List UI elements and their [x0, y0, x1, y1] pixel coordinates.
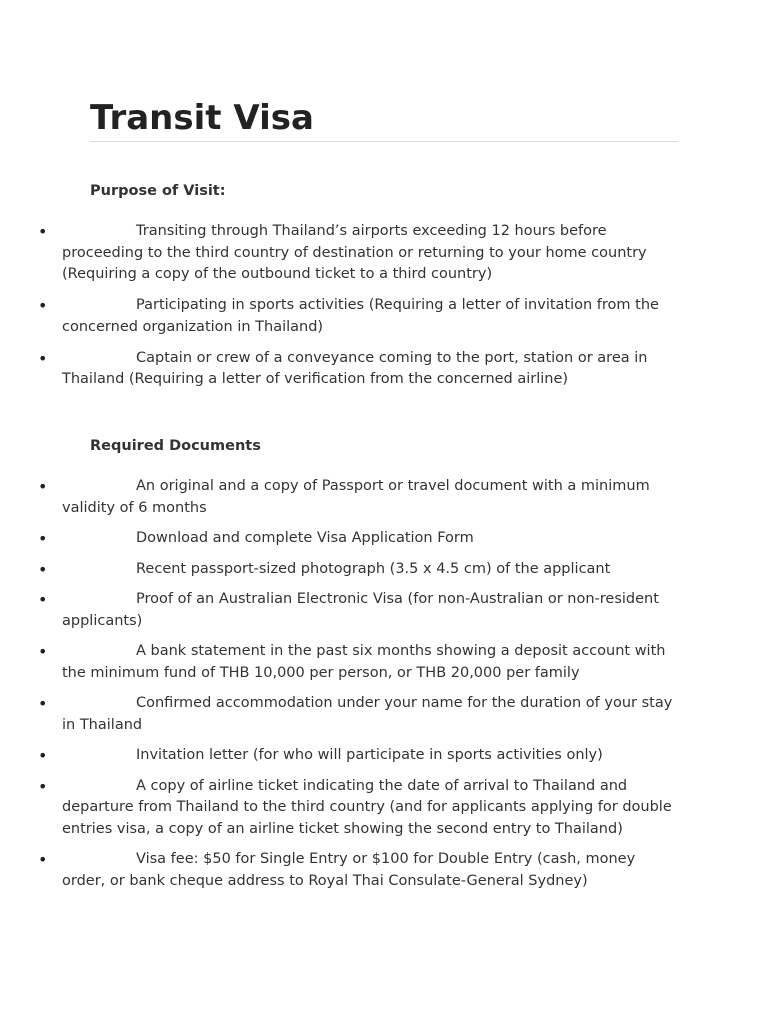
list-item-text: Proof of an Australian Electronic Visa (for non-Australian or non-resident applicants) [62, 591, 659, 629]
list-item [38, 641, 676, 684]
list-item-text: Invitation letter (for who will participate in sports activities only) [136, 747, 603, 763]
list-item-text: Participating in sports activities (Requiring a letter of invitation from the concerned organization in Thailand) [62, 297, 659, 335]
bullet-icon: • [38, 559, 48, 579]
title-divider [90, 141, 678, 142]
list-item [38, 589, 676, 632]
bullet-icon: • [38, 348, 48, 368]
list-item [38, 295, 676, 338]
list-item-text: Recent passport-sized photograph (3.5 x 4.5 cm) of the applicant [136, 560, 611, 577]
bullet-icon: • [38, 477, 48, 496]
bullet-icon: • [38, 776, 48, 796]
bullet-icon: • [38, 590, 48, 609]
list-item [38, 849, 676, 892]
list-item [38, 559, 676, 581]
list-item-text: A copy of airline ticket indicating the date of arrival to Thailand and departure from Thailand to the third country (and for applicants applying for double entries visa, a copy of an airline ticket showing the second entry to Thailand) [62, 777, 672, 837]
page-title: Transit Visa [90, 98, 314, 138]
required-documents-list [38, 476, 676, 901]
bullet-icon: • [38, 222, 48, 241]
required-documents-heading: Required Documents [90, 438, 261, 454]
list-item-text: A bank statement in the past six months showing a deposit account with the minimum fund of THB 10,000 per person, or THB 20,000 per family [62, 643, 666, 681]
list-item [38, 776, 676, 841]
list-item [38, 528, 676, 550]
list-item-text: An original and a copy of Passport or travel document with a minimum validity of 6 months [62, 478, 650, 516]
list-item-text: Confirmed accommodation under your name for the duration of your stay in Thailand [62, 695, 673, 733]
list-item-text: Visa fee: $50 for Single Entry or $100 for Double Entry (cash, money order, or bank cheque address to Royal Thai Consulate-General Sydney) [62, 851, 636, 889]
bullet-icon: • [38, 642, 48, 661]
purpose-of-visit-list [38, 221, 676, 400]
list-item [38, 221, 676, 286]
list-item [38, 348, 676, 391]
bullet-icon: • [38, 694, 48, 713]
list-item-text: Transiting through Thailand’s airports exceeding 12 hours before proceeding to the third country of destination or returning to your home country (Requiring a copy of the outbound ticket to a third country) [62, 223, 647, 282]
purpose-of-visit-heading: Purpose of Visit: [90, 183, 226, 199]
bullet-icon: • [38, 746, 48, 765]
list-item-text: Download and complete Visa Application Form [136, 530, 474, 546]
list-item [38, 476, 676, 519]
list-item-text: Captain or crew of a conveyance coming to the port, station or area in Thailand (Requiring a letter of verification from the concerned airline) [62, 349, 648, 387]
bullet-icon: • [38, 850, 48, 869]
bullet-icon: • [38, 529, 48, 548]
list-item [38, 745, 676, 767]
bullet-icon: • [38, 296, 48, 315]
list-item [38, 693, 676, 736]
